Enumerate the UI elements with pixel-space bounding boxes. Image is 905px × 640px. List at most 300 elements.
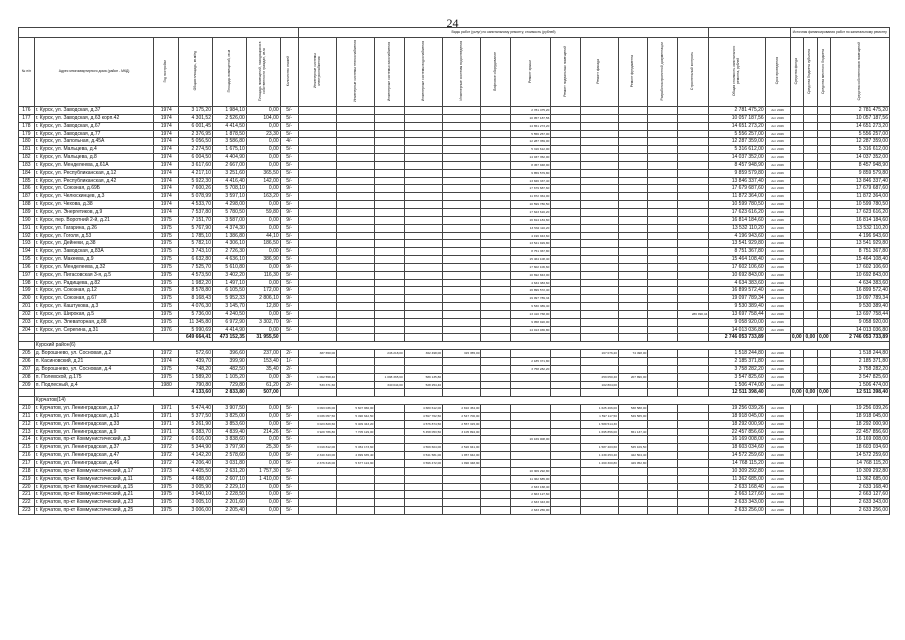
cell-fac [580, 491, 618, 499]
cell-a: 4 573,50 [179, 271, 213, 279]
cell-a: 1 785,10 [179, 232, 213, 240]
table-row [19, 232, 890, 240]
cell-e5 [443, 507, 481, 515]
cell-pd [648, 177, 677, 185]
cell-total: 19 256 039,26 [709, 405, 765, 413]
cell-e2 [337, 381, 375, 389]
cell-e5 [443, 201, 481, 209]
column-header [481, 38, 510, 107]
cell-fac: 102 804,00 [580, 381, 618, 389]
cell-sc: 286 990,44 [677, 310, 709, 318]
cell-e4 [404, 279, 442, 287]
cell-sc [677, 279, 709, 287]
cell-pd [648, 279, 677, 287]
cell-fl: 9/- [280, 185, 298, 193]
cell-e3 [375, 444, 404, 452]
cell-bas [551, 491, 580, 499]
cell-pd [648, 381, 677, 389]
cell-total: 4 634 383,60 [709, 279, 765, 287]
cell-term: Акт 2026 [765, 279, 790, 287]
cell-yr: 1975 [154, 318, 179, 326]
cell-a: 11 345,80 [179, 318, 213, 326]
cell-lift [481, 279, 510, 287]
cell-fund [790, 295, 804, 303]
cell-e4 [404, 256, 442, 264]
cell-addr: г. Курск, ул. Чехова, д.38 [34, 201, 154, 209]
cell-loc [817, 295, 831, 303]
cell-sc [677, 287, 709, 295]
cell-b: 5 610,80 [212, 263, 246, 271]
cell-fac [580, 224, 618, 232]
cell-e2: 4 999 635,40 [337, 452, 375, 460]
cell-sc [677, 459, 709, 467]
cell-a: 3 005,90 [179, 483, 213, 491]
cell-fl: 5/- [280, 310, 298, 318]
cell-own: 1 506 474,00 [831, 381, 890, 389]
cell-total: 14 768 115,20 [709, 459, 765, 467]
cell-yr: 1974 [154, 130, 179, 138]
cell-fund [790, 248, 804, 256]
cell-e3 [375, 248, 404, 256]
cell-roof: 11 362 685,00 [510, 475, 551, 483]
cell-n: 214 [19, 436, 35, 444]
cell-term: Акт 2026 [765, 507, 790, 515]
table-row [19, 248, 890, 256]
cell-term: Акт 2026 [765, 350, 790, 358]
cell-n: 195 [19, 256, 35, 264]
cell-bas [551, 161, 580, 169]
table-row [19, 130, 890, 138]
cell-c: 0,00 [246, 107, 280, 115]
cell-fl: 5/- [280, 491, 298, 499]
table-row [19, 373, 890, 381]
cell-sc [677, 350, 709, 358]
cell-e4 [404, 224, 442, 232]
cell-term: Акт 2026 [765, 373, 790, 381]
cell-a: 7 151,70 [179, 216, 213, 224]
cell-e3 [375, 405, 404, 413]
cell-total: 1 506 474,00 [709, 381, 765, 389]
cell-subj [804, 193, 818, 201]
cell-yr: 1975 [154, 310, 179, 318]
column-header [246, 38, 280, 107]
cell-fac [580, 256, 618, 264]
cell-a: 790,80 [179, 381, 213, 389]
cell-e1 [298, 161, 336, 169]
cell-sc [677, 169, 709, 177]
cell-e3 [375, 491, 404, 499]
cell-bas [551, 303, 580, 311]
cell-yr: 1972 [154, 452, 179, 460]
cell-term: Акт 2026 [765, 130, 790, 138]
cell-lift [481, 420, 510, 428]
cell-e3 [375, 475, 404, 483]
cell-c: 116,30 [246, 271, 280, 279]
cell-e5 [443, 295, 481, 303]
cell-subj [804, 381, 818, 389]
cell-term: Акт 2026 [765, 452, 790, 460]
cell-fac [580, 169, 618, 177]
cell-roof: 5 316 612,00 [510, 146, 551, 154]
column-header-label: Инженерные системы водоотведения [458, 41, 463, 101]
cell-b: 5 952,33 [212, 295, 246, 303]
cell-e3 [375, 224, 404, 232]
cell-fl: 5/- [280, 177, 298, 185]
cell-e2 [337, 185, 375, 193]
cell-fund: 0,00 [791, 389, 802, 396]
cell-a: 439,70 [179, 358, 213, 366]
cell-e3 [375, 240, 404, 248]
cell-fac [580, 146, 618, 154]
cell-a: 7 525,70 [179, 263, 213, 271]
cell-roof: 14 013 036,80 [510, 326, 551, 334]
cell-roof: 17 623 616,20 [510, 208, 551, 216]
cell-bas [551, 232, 580, 240]
cell-loc [817, 263, 831, 271]
table-row [19, 405, 890, 413]
cell-roof: 13 410 768,00 [510, 310, 551, 318]
cell-a: 3 006,00 [179, 507, 213, 515]
cell-loc [817, 177, 831, 185]
cell-n: 202 [19, 310, 35, 318]
cell-addr: г. Курчатов, пр-кт Коммунистический, д.21 [34, 491, 154, 499]
cell-n: 179 [19, 130, 35, 138]
cell-e4 [404, 334, 442, 342]
cell-fnd [618, 381, 647, 389]
cell-fnd [618, 271, 647, 279]
cell-e3 [375, 452, 404, 460]
cell-lift [481, 373, 510, 381]
cell-total: 22 457 856,60 [709, 428, 765, 436]
cell-a: 3 743,10 [179, 248, 213, 256]
cell-total: 13 541 929,80 [709, 240, 765, 248]
cell-b: 3 838,60 [212, 436, 246, 444]
cell-b: 3 031,80 [212, 459, 246, 467]
cell-roof: 2 633 256,00 [510, 507, 551, 515]
cell-fund [790, 193, 804, 201]
cell-roof: 11 872 364,00 [510, 193, 551, 201]
cell-e5 [443, 467, 481, 475]
cell-e1: 3 023 829,60 [298, 420, 336, 428]
cell-lift [481, 138, 510, 146]
cell-e4 [404, 287, 442, 295]
cell-roof: 17 602 106,60 [510, 263, 551, 271]
cell-lift [481, 130, 510, 138]
cell-total: 10 599 780,50 [709, 201, 765, 209]
cell-e4 [404, 122, 442, 130]
cell-addr: г. Курчатов, пр-кт Коммунистический, д.3 [34, 436, 154, 444]
cell-total: 19 097 789,34 [709, 295, 765, 303]
cell-c: 0,00 [246, 263, 280, 271]
cell-yr: 1974 [154, 154, 179, 162]
cell-b: 3 587,00 [212, 216, 246, 224]
cell-c: 0,00 [246, 452, 280, 460]
cell-total: 2 633 256,00 [709, 507, 765, 515]
cell-own: 16 899 572,40 [831, 287, 890, 295]
cell-c: 1 410,00 [246, 475, 280, 483]
cell-sc [677, 318, 709, 326]
cell-fund [790, 232, 804, 240]
cell-subj [804, 365, 818, 373]
cell-fac: 1 587 403,60 [580, 444, 618, 452]
cell-roof: 16 814 184,60 [510, 216, 551, 224]
table-row [19, 114, 890, 122]
cell-e2 [337, 475, 375, 483]
cell-pd [648, 483, 677, 491]
cell-yr: 1975 [154, 256, 179, 264]
cell-own: 13 541 929,80 [831, 240, 890, 248]
cell-b: 3 402,20 [212, 271, 246, 279]
cell-a: 3 617,60 [179, 161, 213, 169]
cell-term: Акт 2026 [765, 193, 790, 201]
cell-yr: 1975 [154, 279, 179, 287]
cell-pd [648, 358, 677, 366]
cell-a: 5 922,30 [179, 177, 213, 185]
cell-b: 3 586,80 [212, 138, 246, 146]
cell-e5: 2 547 700,00 [443, 412, 481, 420]
cell-loc [817, 358, 831, 366]
cell-b: 2 228,50 [212, 491, 246, 499]
cell-a: 748,20 [179, 365, 213, 373]
cell-e2 [337, 467, 375, 475]
cell-own: 16 814 184,60 [831, 216, 890, 224]
cell-loc [817, 483, 831, 491]
cell-bas [551, 420, 580, 428]
cell-fnd [618, 499, 647, 507]
cell-e5 [443, 279, 481, 287]
cell-fl: 5/- [280, 122, 298, 130]
cell-e4: 3 541 581,00 [404, 452, 442, 460]
cell-pd [648, 326, 677, 334]
cell-loc [817, 193, 831, 201]
table-row [19, 240, 890, 248]
cell-b: 396,60 [212, 350, 246, 358]
cell-b: 2 229,10 [212, 483, 246, 491]
cell-loc [817, 350, 831, 358]
cell-bas [551, 201, 580, 209]
cell-lift [481, 389, 510, 397]
cell-e4 [404, 114, 442, 122]
cell-fl: 5/- [280, 161, 298, 169]
cell-subj [804, 271, 818, 279]
cell-n: 210 [19, 405, 35, 413]
cell-bas [551, 373, 580, 381]
cell-lift [481, 405, 510, 413]
cell-e4 [404, 240, 442, 248]
cell-b: 2 631,20 [212, 467, 246, 475]
cell-e3 [375, 263, 404, 271]
cell-sc [677, 475, 709, 483]
cell-e1 [298, 146, 336, 154]
cell-e3 [375, 467, 404, 475]
cell-subj [804, 248, 818, 256]
cell-term [765, 389, 790, 397]
column-header-label: Общая стоимость капитального ремонта, рублей [732, 45, 740, 97]
cell-total: 4 196 943,60 [709, 232, 765, 240]
cell-e5: 1 990 348,90 [443, 459, 481, 467]
cell-fund [790, 318, 804, 326]
cell-pd [648, 412, 677, 420]
cell-fl: 5/- [280, 326, 298, 334]
cell-lift [481, 350, 510, 358]
table-row [19, 224, 890, 232]
cell-fl: 5/- [280, 224, 298, 232]
cell-total: 3 758 282,20 [709, 365, 765, 373]
cell-yr: 1974 [154, 208, 179, 216]
column-header-label: Средства бюджета субъекта [807, 48, 812, 94]
cell-e3 [375, 271, 404, 279]
cell-sc [677, 365, 709, 373]
cell-term: Акт 2026 [765, 491, 790, 499]
cell-fnd [618, 491, 647, 499]
cell-yr: 1975 [154, 303, 179, 311]
cell-yr: 1975 [154, 475, 179, 483]
capital-repair-table [18, 27, 890, 515]
cell-e5 [443, 358, 481, 366]
cell-c: 44,10 [246, 232, 280, 240]
cell-subj [804, 318, 818, 326]
cell-pd [648, 107, 677, 115]
cell-e3 [375, 122, 404, 130]
cell-fac [580, 240, 618, 248]
cell-own: 4 196 943,60 [831, 232, 890, 240]
cell-c: 3 302,70 [246, 318, 280, 326]
cell-fl: 5/- [280, 232, 298, 240]
cell-bas [551, 130, 580, 138]
page-number: 24 [446, 16, 459, 30]
cell-total: 9 859 579,80 [709, 169, 765, 177]
cell-addr: г. Курчатов, пр-кт Коммунистический, д.23 [34, 499, 154, 507]
cell-a: 5 736,00 [179, 310, 213, 318]
cell-e4: 4 576 874,50 [404, 420, 442, 428]
cell-pd [648, 499, 677, 507]
cell-term: Акт 2026 [765, 161, 790, 169]
cell-sc [677, 428, 709, 436]
cell-b: 2 726,30 [212, 248, 246, 256]
cell-loc [817, 475, 831, 483]
cell-sc [677, 405, 709, 413]
cell-roof: 4 634 383,60 [510, 279, 551, 287]
cell-e5: 3 105 894,00 [443, 428, 481, 436]
cell-fl: 5/- [280, 467, 298, 475]
cell-loc [817, 373, 831, 381]
cell-fund [790, 122, 804, 130]
cell-own: 12 511 398,40 [831, 389, 890, 397]
cell-b: 2 667,00 [212, 161, 246, 169]
cell-fund [790, 405, 804, 413]
cell-subj [804, 107, 818, 115]
cell-e1 [298, 334, 336, 342]
table-row [19, 154, 890, 162]
cell-roof: 5 556 257,00 [510, 130, 551, 138]
cell-fac [580, 499, 618, 507]
cell-a: 4 533,70 [179, 201, 213, 209]
repair-schedule-table [18, 27, 890, 515]
cell-pd [648, 318, 677, 326]
cell-sc [677, 271, 709, 279]
cell-total: 12 287 359,00 [709, 138, 765, 146]
cell-e5 [443, 326, 481, 334]
cell-lift [481, 381, 510, 389]
cell-addr: г. Курчатов, ул. Ленинградская, д.37 [34, 444, 154, 452]
cell-fac [580, 177, 618, 185]
cell-fnd [618, 303, 647, 311]
cell-e2 [337, 107, 375, 115]
cell-subj [804, 224, 818, 232]
cell-total: 13 532 110,20 [709, 224, 765, 232]
cell-e5 [443, 177, 481, 185]
cell-subj [804, 138, 818, 146]
cell-addr: г. Курск, ул. Менделеева, д.61А [34, 161, 154, 169]
cell-bas [551, 310, 580, 318]
column-header [19, 38, 35, 107]
cell-n: 190 [19, 216, 35, 224]
cell-fl: 5/- [280, 271, 298, 279]
cell-total: 14 037 352,00 [709, 154, 765, 162]
cell-fl: 9/- [280, 318, 298, 326]
cell-e2 [337, 287, 375, 295]
column-header-label: Разработка проектной документации [659, 41, 664, 101]
cell-own: 22 457 856,60 [831, 428, 890, 436]
cell-e2 [337, 350, 375, 358]
cell-subj [804, 232, 818, 240]
cell-bas [551, 358, 580, 366]
cell-loc [817, 310, 831, 318]
cell-b: 6 105,50 [212, 287, 246, 295]
cell-pd [648, 452, 677, 460]
table-row [19, 287, 890, 295]
table-row [19, 177, 890, 185]
cell-addr: г. Курск, ул. Менделеева, д.32 [34, 263, 154, 271]
cell-addr: г. Курчатов, пр-кт Коммунистический, д.15 [34, 483, 154, 491]
cell-bas [551, 177, 580, 185]
cell-b: 4 240,50 [212, 310, 246, 318]
cell-pd [648, 420, 677, 428]
cell-b: 2 205,40 [212, 507, 246, 515]
cell-term: Акт 2026 [765, 303, 790, 311]
cell-pd [648, 169, 677, 177]
cell-c: 0,00 [246, 216, 280, 224]
cell-lift [481, 122, 510, 130]
cell-c: 0,00 [246, 405, 280, 413]
cell-fac [580, 467, 618, 475]
cell-e1 [298, 318, 336, 326]
section-title: Курчатов(14) [34, 397, 889, 405]
cell-yr: 1971 [154, 420, 179, 428]
cell-term: Акт 2026 [765, 326, 790, 334]
cell-e4 [404, 154, 442, 162]
cell-own: 10 057 187,56 [831, 114, 890, 122]
cell-e5 [443, 389, 481, 397]
cell-yr: 1973 [154, 467, 179, 475]
cell-fund [790, 287, 804, 295]
cell-e3 [375, 193, 404, 201]
cell-total: 3 547 825,60 [709, 373, 765, 381]
cell-addr [34, 389, 154, 397]
cell-roof [510, 428, 551, 436]
cell-yr: 1972 [154, 444, 179, 452]
cell-e4 [404, 201, 442, 209]
cell-e5 [443, 483, 481, 491]
cell-e4 [404, 310, 442, 318]
cell-fac [580, 161, 618, 169]
cell-fac [580, 389, 618, 397]
cell-n: 180 [19, 138, 35, 146]
cell-bas [551, 122, 580, 130]
cell-c: 0,00 [246, 420, 280, 428]
cell-e5 [443, 232, 481, 240]
cell-roof: 12 287 359,00 [510, 138, 551, 146]
